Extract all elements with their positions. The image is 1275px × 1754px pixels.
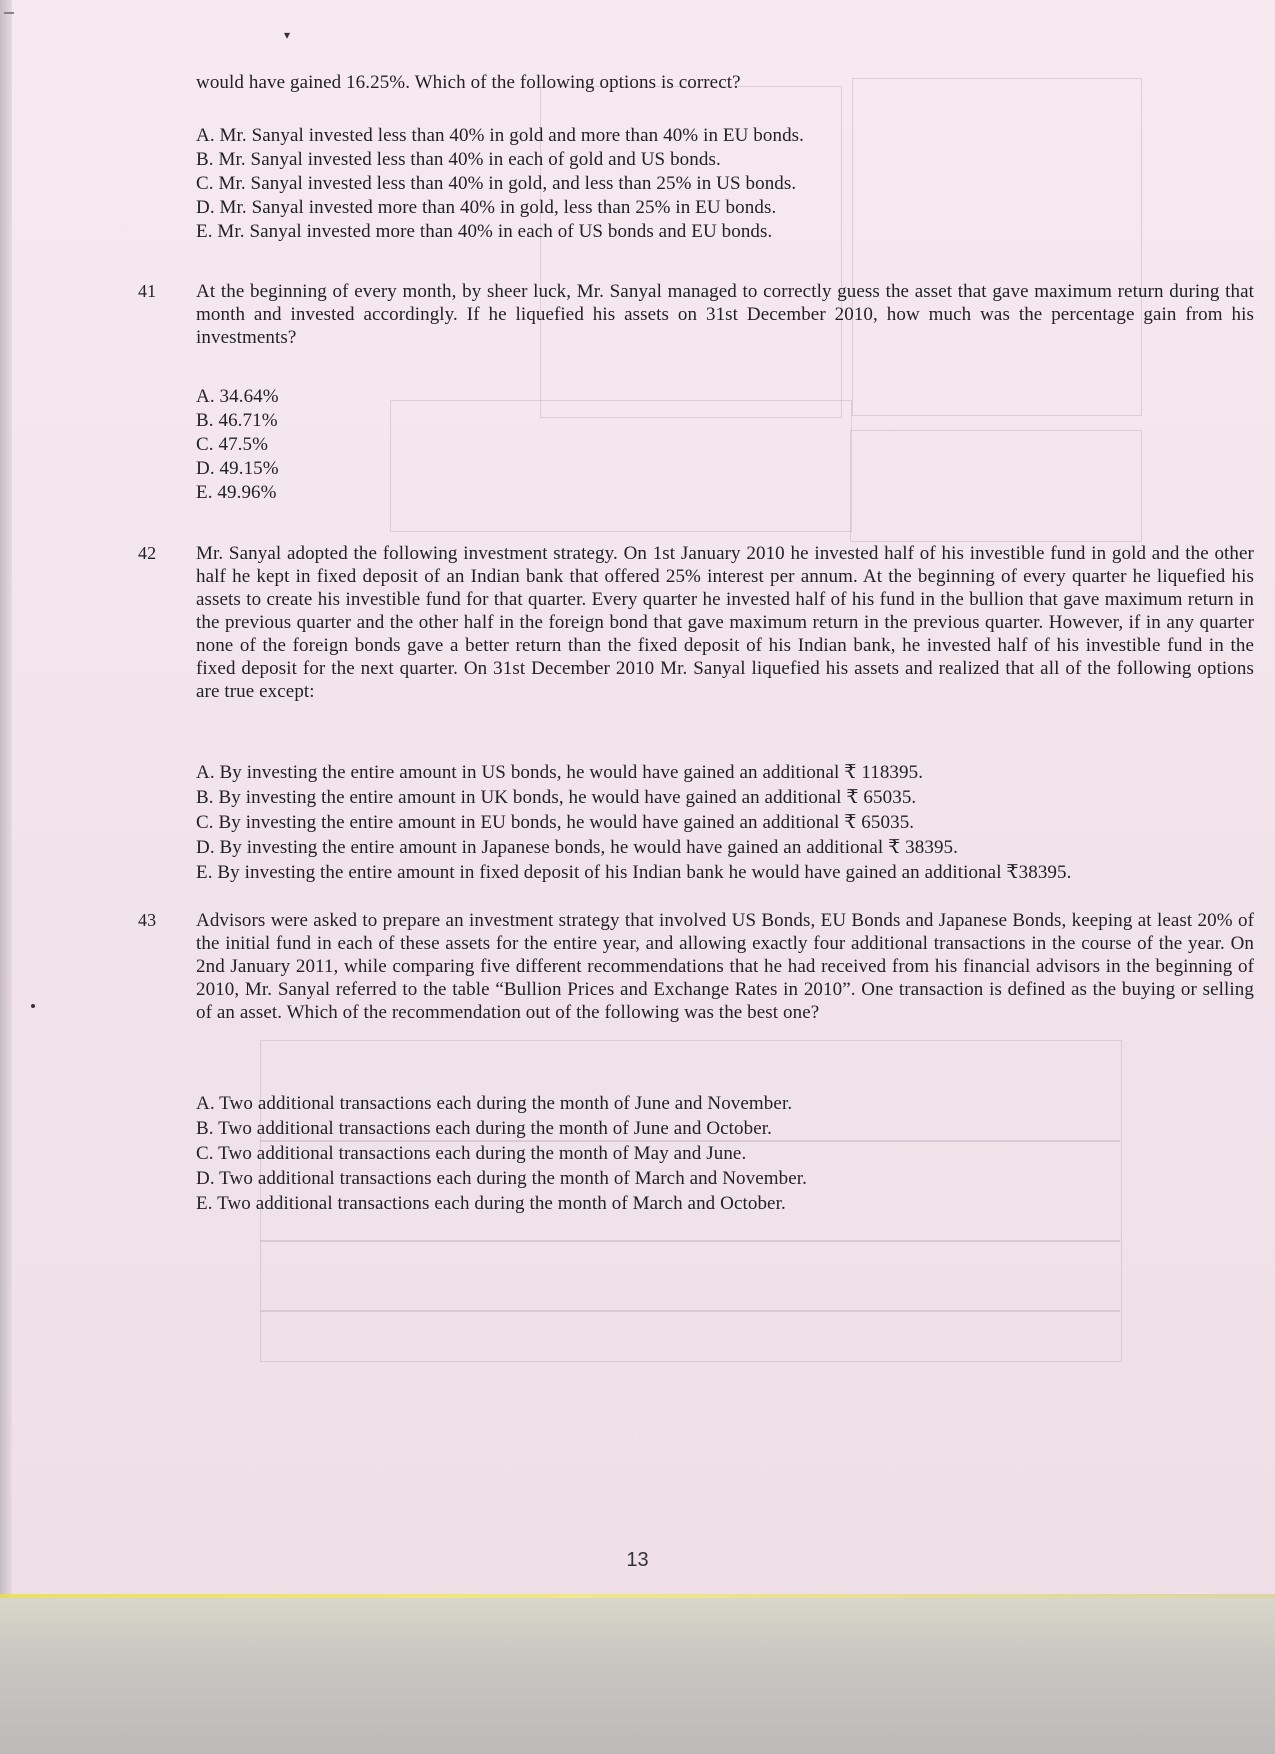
- question-41-option-a: A. 34.64%: [196, 386, 279, 407]
- continuation-option-c: C. Mr. Sanyal invested less than 40% in gold, and less than 25% in US bonds.: [196, 173, 797, 194]
- bleed-through-rule: [260, 1310, 1120, 1312]
- question-43-option-b: B. Two additional transactions each during the month of June and October.: [196, 1118, 773, 1139]
- question-42-option-d: D. By investing the entire amount in Japanese bonds, he would have gained an additional ₹ 38395.: [196, 837, 959, 858]
- question-42-text: Mr. Sanyal adopted the following investment strategy. On 1st January 2010 he invested half of his investible fund in gold and the other half he kept in fixed deposit of an Indian bank that offered 25% interest per annum. At the beginning of every quarter he liquefied his assets to create his investible fund for that quarter. Every quarter he invested half of his fund in the bullion that gave maximum return in the previous quarter and the other half in the foreign bond that gave maximum return in the previous quarter. However, if in any quarter none of the foreign bonds gave a better return than the fixed deposit of his Indian bank, he invested half of his investible fund in the fixed deposit for the next quarter. On 31st December 2010 Mr. Sanyal liquefied his assets and realized that all of the following options are true except:: [196, 543, 1254, 702]
- question-41-option-d: D. 49.15%: [196, 458, 279, 479]
- scanner-background: [0, 1598, 1275, 1754]
- page-number: 13: [626, 1549, 649, 1571]
- question-43-number: 43: [138, 910, 157, 930]
- bleed-through-chart: [390, 400, 852, 532]
- question-43-option-a: A. Two additional transactions each during the month of June and November.: [196, 1093, 793, 1114]
- question-43-option-c: C. Two additional transactions each during the month of May and June.: [196, 1143, 747, 1164]
- question-43-option-e: E. Two additional transactions each during the month of March and October.: [196, 1193, 786, 1214]
- question-41-number: 41: [138, 281, 157, 301]
- scan-mark: [4, 12, 14, 14]
- question-42-option-c: C. By investing the entire amount in EU bonds, he would have gained an additional ₹ 65035.: [196, 812, 915, 833]
- question-41-option-e: E. 49.96%: [196, 482, 277, 503]
- question-41-option-c: C. 47.5%: [196, 434, 269, 455]
- question-42-number: 42: [138, 543, 157, 563]
- continuation-option-e: E. Mr. Sanyal invested more than 40% in each of US bonds and EU bonds.: [196, 221, 773, 242]
- question-43-text: Advisors were asked to prepare an investment strategy that involved US Bonds, EU Bonds and Japanese Bonds, keeping at least 20% of the initial fund in each of these assets for the entire year, and allowing exactly four additional transactions in the course of the year. On 2nd January 2011, while comparing five different recommendations that he had received from his financial advisors in the beginning of 2010, Mr. Sanyal referred to the table “Bullion Prices and Exchange Rates in 2010”. One transaction is defined as the buying or selling of an asset. Which of the recommendation out of the following was the best one?: [196, 910, 1254, 1023]
- question-42-option-a: A. By investing the entire amount in US bonds, he would have gained an additional ₹ 118395.: [196, 762, 924, 783]
- question-43-option-d: D. Two additional transactions each during the month of March and November.: [196, 1168, 808, 1189]
- question-41-option-b: B. 46.71%: [196, 410, 278, 431]
- bleed-through-chart: [850, 430, 1142, 542]
- ink-mark: ▾: [284, 28, 291, 42]
- stray-dot: [31, 1004, 35, 1008]
- page-binding-edge: [0, 0, 12, 1598]
- question-42-option-e: E. By investing the entire amount in fixed deposit of his Indian bank he would have gained an additional ₹38395.: [196, 862, 1072, 883]
- bleed-through-rule: [260, 1240, 1120, 1242]
- bleed-through-chart: [852, 78, 1142, 416]
- continuation-option-b: B. Mr. Sanyal invested less than 40% in each of gold and US bonds.: [196, 149, 721, 170]
- continuation-option-d: D. Mr. Sanyal invested more than 40% in gold, less than 25% in EU bonds.: [196, 197, 777, 218]
- question-41-text: At the beginning of every month, by sheer luck, Mr. Sanyal managed to correctly guess the asset that gave maximum return during that month and invested accordingly. If he liquefied his assets on 31st December 2010, how much was the percentage gain from his investments?: [196, 281, 1254, 348]
- question-42-option-b: B. By investing the entire amount in UK bonds, he would have gained an additional ₹ 65035.: [196, 787, 917, 808]
- continuation-text: would have gained 16.25%. Which of the following options is correct?: [196, 72, 741, 93]
- continuation-option-a: A. Mr. Sanyal invested less than 40% in gold and more than 40% in EU bonds.: [196, 125, 805, 146]
